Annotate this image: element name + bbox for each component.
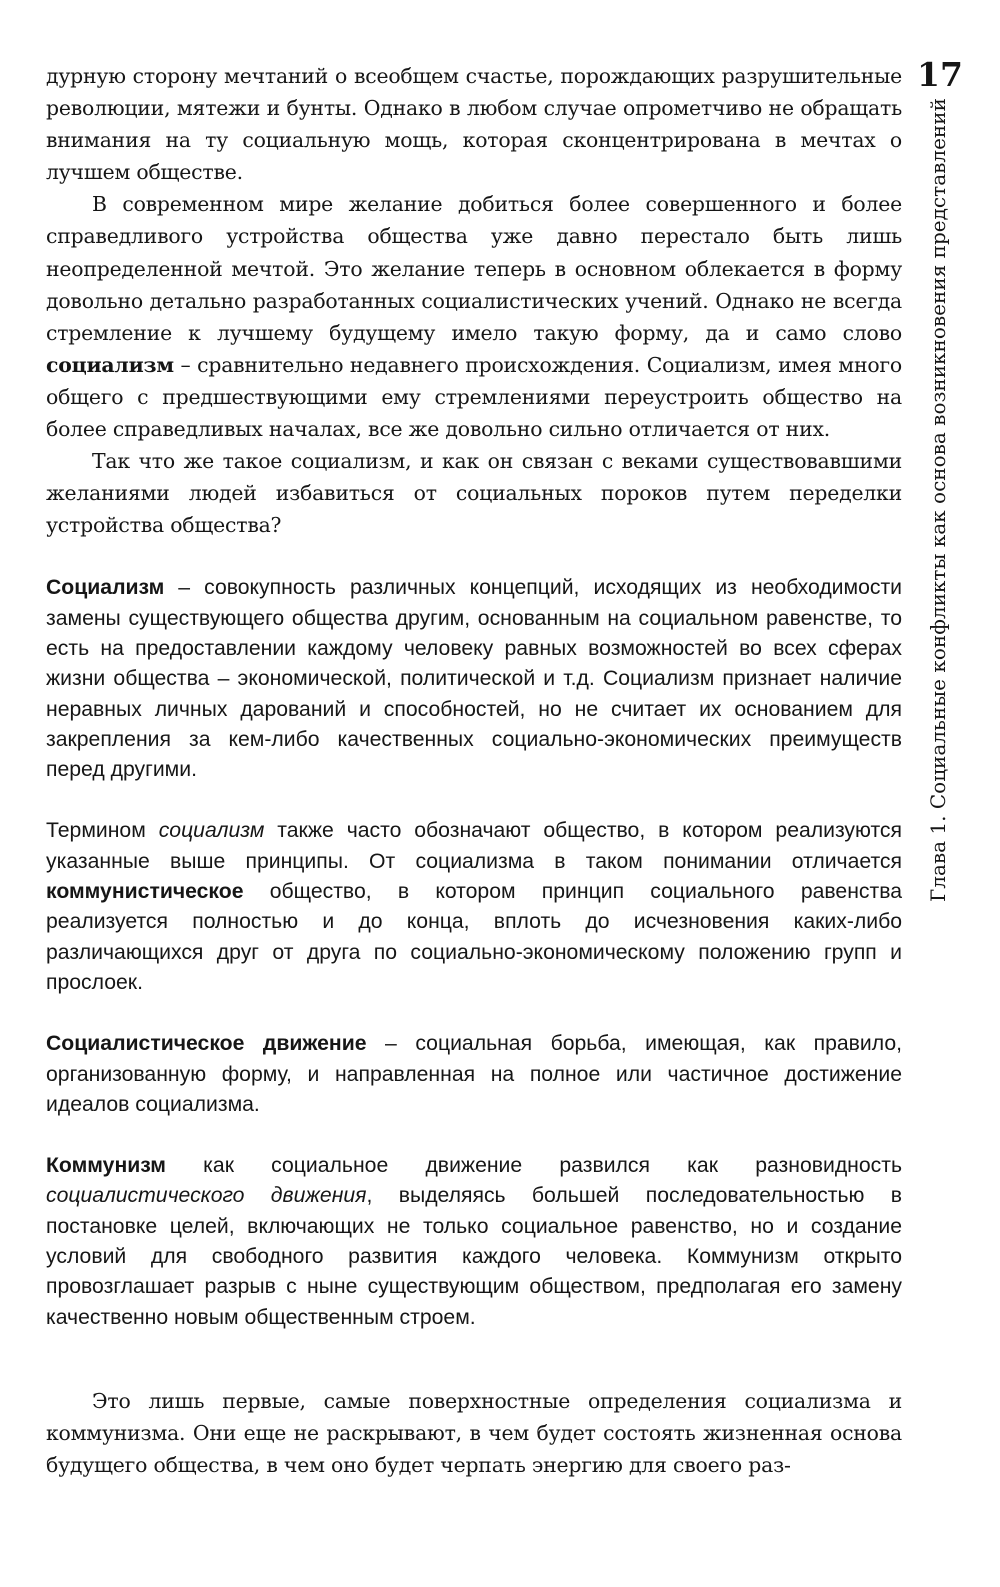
definition-4-term: Коммунизм <box>46 1154 166 1178</box>
definition-socialism-society <box>46 816 902 998</box>
paragraph-3: Так что же такое социализм, и как он связан с веками существовавшими желаниями людей избавиться от социальных пороков путем переделки устройства общества? <box>46 449 902 538</box>
definition-socialism-text: – совокупность различных концепций, исходящих из необходимости замены существующего общества другим, основанным на социальном равенстве, то есть на предоставлении каждому человеку равных возможностей во всех сферах жизни общества – экономической, политической и т.д. Социализм признает наличие неравных личных дарований и способностей, но не считает их основанием для закрепления за кем-либо качественных социально-экономических преимуществ перед другими. <box>46 576 902 782</box>
paragraph-2-part-a: В современном мире желание добиться более совершенного и более справедливого устройства общества уже давно перестало быть лишь неопределенной мечтой. Это желание теперь в основном облекается в форму довольно детально разработанных социалистических учений. Однако не всегда стремление к лучшему будущему имело такую форму, да и само слово <box>46 192 902 345</box>
spacer <box>46 998 902 1029</box>
definition-socialist-movement <box>46 1029 902 1120</box>
definition-2-bold-term: коммунистическое <box>46 880 244 904</box>
page-content <box>46 60 902 1481</box>
definition-2-part-a: Термином <box>46 819 159 843</box>
term-socialism: социализм <box>46 352 174 377</box>
definition-2-part-c: общество, в котором принцип социального равенства реализуется полностью и до конца, вплоть до исчезновения каких-либо различающихся друг от друга по социально-экономическому положению групп и прослоек. <box>46 880 902 994</box>
definition-2-part-b: также часто обозначают общество, в котором реализуются указанные выше принципы. От социализма в таком понимании отличается <box>46 819 902 873</box>
definition-3-text: – социальная борьба, имеющая, как правило, организованную форму, и направленная на полное или частичное достижение идеалов социализма. <box>46 1032 902 1116</box>
definition-socialism-term: Социализм <box>46 576 165 600</box>
definition-4-part-b: , выделяясь большей последовательностью в постановке целей, включающих не только социальное равенство, но и создание условий для свободного развития каждого человека. Коммунизм открыто провозглашает разрыв с ныне существующим обществом, предполагая его замену качественно новым общественным строем. <box>46 1184 902 1329</box>
definition-2-italic-term: социализм <box>158 819 265 843</box>
paragraph-2-part-b: – сравнительно недавнего происхождения. Социализм, имея много общего с предшествующими ему стремлениями переустроить общество на более справедливых началах, все же довольно сильно отличается от них. <box>46 352 902 442</box>
definition-3-term: Социалистическое движение <box>46 1032 367 1056</box>
definition-4-italic: социалистического движения <box>46 1184 367 1208</box>
spacer <box>46 1333 902 1385</box>
page-number: 17 <box>917 55 963 94</box>
spacer <box>46 785 902 816</box>
definition-socialism <box>46 573 902 785</box>
paragraph-closing: Это лишь первые, самые поверхностные определения социализма и коммунизма. Они еще не раскрывают, в чем будет состоять жизненная основа будущего общества, в чем оно будет черпать энергию для своего раз- <box>46 1388 902 1478</box>
paragraph-2 <box>46 188 902 445</box>
definition-communism <box>46 1151 902 1333</box>
paragraph-1: дурную сторону мечтаний о всеобщем счастье, порождающих разрушительные революции, мятежи и бунты. Однако в любом случае опрометчиво не обращать внимания на ту социальную мощь, которая сконцентрирована в мечтах о лучшем обществе. <box>46 64 902 185</box>
definition-4-part-a: как социальное движение развился как разновидность <box>165 1154 902 1178</box>
spacer <box>46 1120 902 1151</box>
running-head-text: Глава 1. Социальные конфликты как основа возникновения представлений <box>926 98 950 902</box>
spacer <box>46 541 902 573</box>
